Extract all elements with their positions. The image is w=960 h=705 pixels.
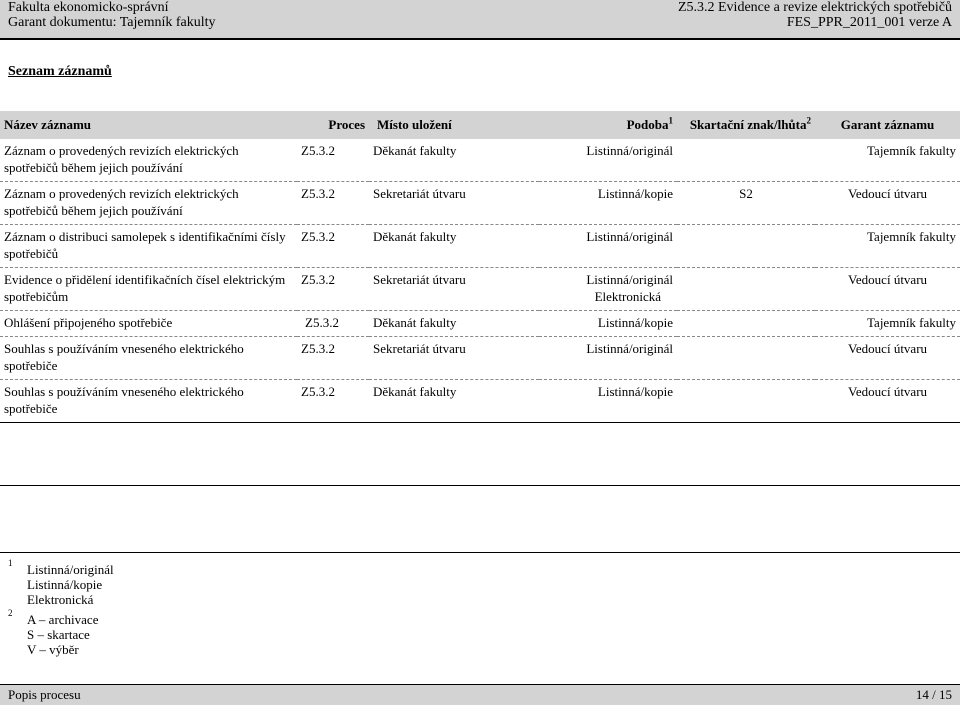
record-location: Děkanát fakulty [369,139,539,182]
faculty-name: Fakulta ekonomicko-správní [8,0,169,15]
record-process: Z5.3.2 [305,315,339,330]
record-location: Děkanát fakulty [369,225,539,268]
record-location: Sekretariát útvaru [369,268,539,311]
footnote-1: Listinná/originál Listinná/kopie Elektronická [27,562,114,607]
record-form: Listinná/kopie [539,182,677,225]
record-guarantor: Vedoucí útvaru [847,384,928,399]
document-id: FES_PPR_2011_001 verze A [786,15,952,30]
page-number: 14 / 15 [915,687,952,702]
record-guarantor: Tajemník fakulty [815,225,960,268]
record-process: Z5.3.2 [297,139,369,182]
table-row [0,380,960,423]
empty-row [0,423,960,486]
record-form: Listinná/originál Elektronická [539,268,677,311]
table-row [0,182,960,225]
record-location: Děkanát fakulty [369,311,539,337]
document-guarantor: Garant dokumentu: Tajemník fakulty [8,15,216,30]
header-process: Proces [297,111,369,139]
header-name: Název záznamu [0,111,297,139]
empty-row [0,486,960,553]
record-name: Záznam o provedených revizích elektrických spotřebičů během jejich používání [0,182,297,225]
table-header-row [0,111,960,139]
section-title: Seznam záznamů [8,64,112,79]
record-process: Z5.3.2 [297,268,369,311]
record-shred [677,311,815,337]
table-row [0,311,960,337]
page-footer [0,684,960,705]
footnote-number-2: 2 [8,608,13,618]
footer-label: Popis procesu [8,687,81,702]
record-location: Sekretariát útvaru [369,182,539,225]
record-name: Záznam o provedených revizích elektrických spotřebičů během jejich používání [0,139,297,182]
record-guarantor: Vedoucí útvaru [815,337,960,380]
record-shred [677,268,815,311]
record-process: Z5.3.2 [301,384,335,399]
header-guarantor: Garant záznamu [815,111,960,139]
record-shred [677,337,815,380]
record-name: Souhlas s používáním vneseného elektrického spotřebiče [0,337,297,380]
record-process: Z5.3.2 [297,182,369,225]
footnote-number-1: 1 [8,558,13,568]
record-guarantor: Vedoucí útvaru [815,182,960,225]
record-shred [677,139,815,182]
record-guarantor: Vedoucí útvaru [815,268,960,311]
footnote-separator [8,552,203,553]
record-shred: S2 [677,182,815,225]
record-shred [677,225,815,268]
record-process: Z5.3.2 [297,225,369,268]
record-form: Listinná/kopie [539,311,677,337]
record-name: Ohlášení připojeného spotřebiče [4,315,173,330]
record-form: Listinná/originál [539,225,677,268]
header-form: Podoba$^1$ [539,111,677,139]
record-location: Děkanát fakulty [373,384,457,399]
records-table [0,111,960,553]
record-form: Listinná/kopie [597,384,673,399]
record-name: Záznam o distribuci samolepek s identifikačními čísly spotřebičů [0,225,297,268]
record-guarantor: Tajemník fakulty [815,311,960,337]
header-location: Místo uložení [369,111,539,139]
footnote-2: A – archivace S – skartace V – výběr [27,612,99,657]
record-name: Evidence o přidělení identifikačních čísel elektrickým spotřebičům [0,268,297,311]
record-form: Listinná/originál [539,337,677,380]
record-name-process [0,311,369,337]
record-name: Souhlas s používáním vneseného elektrického spotřebiče [4,384,244,416]
record-process: Z5.3.2 [297,337,369,380]
table-row [0,225,960,268]
table-row [0,337,960,380]
table-row [0,268,960,311]
page-header [0,0,960,40]
record-shred [677,380,815,423]
table-row [0,139,960,182]
header-shred: Skartační znak/lhůta$^2$ [677,111,815,139]
document-title: Z5.3.2 Evidence a revize elektrických spotřebičů [677,0,952,15]
record-form: Listinná/originál [539,139,677,182]
record-guarantor: Tajemník fakulty [815,139,960,182]
record-location: Sekretariát útvaru [369,337,539,380]
